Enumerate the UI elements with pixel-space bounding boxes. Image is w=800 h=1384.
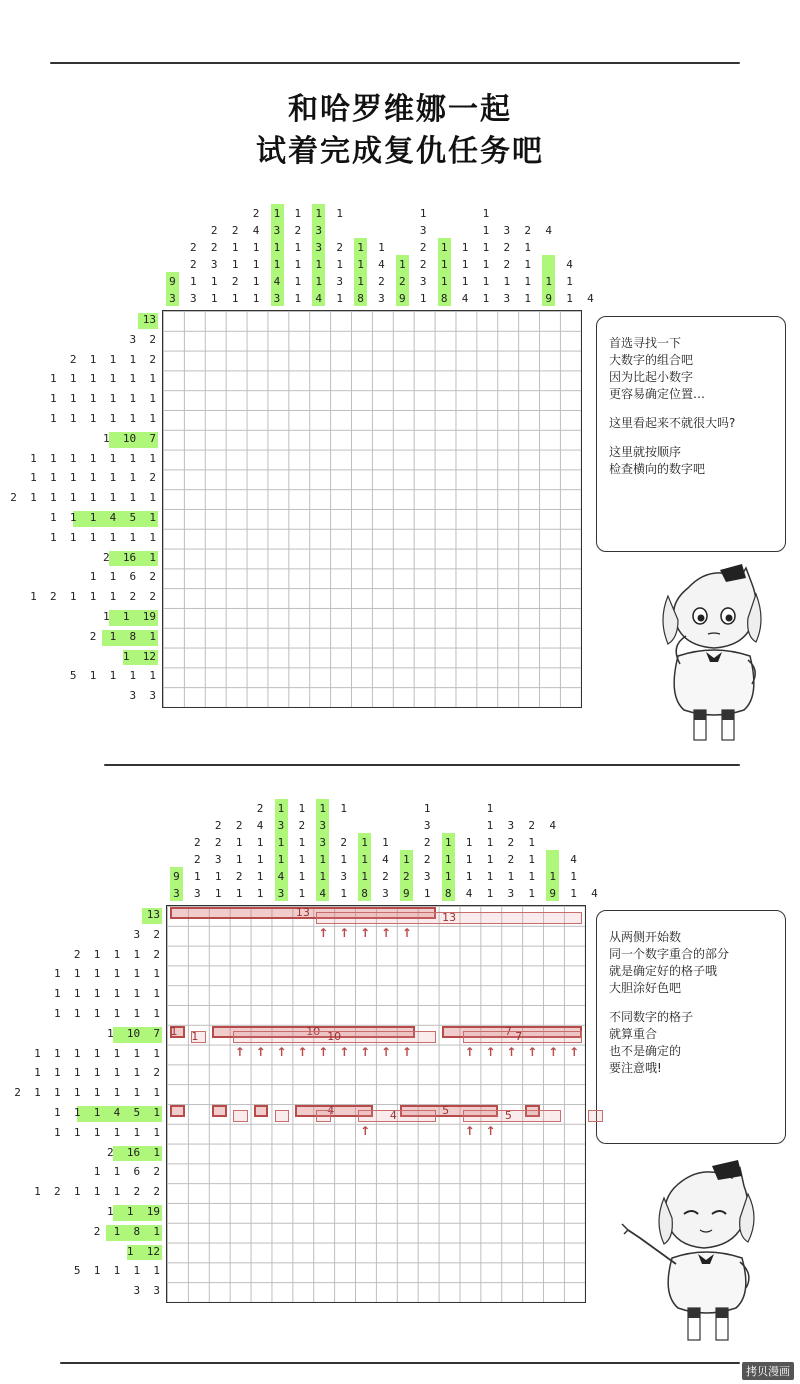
column-clue-number: 2 [210, 241, 218, 254]
overlap-mark [463, 1110, 562, 1122]
column-clue-number: 1 [361, 870, 368, 883]
row-clue-numbers: 2 1 1 1 2 [69, 352, 156, 366]
column-clue-number: 1 [294, 258, 302, 271]
column-clue-number: 1 [298, 802, 306, 815]
overlap-mark-label: 7 [504, 1024, 512, 1038]
overlap-mark [588, 1110, 603, 1122]
column-clue-number: 4 [545, 224, 552, 237]
row-clue-numbers: 2 1 1 1 2 [73, 947, 160, 961]
column-clue-number: 3 [210, 258, 218, 271]
overlap-arrow: ↑ [464, 1123, 475, 1138]
column-clue-number: 1 [340, 887, 347, 900]
column-clue-number: 2 [298, 819, 306, 832]
column-clue-number: 1 [298, 887, 306, 900]
overlap-mark-label: 13 [295, 906, 310, 919]
column-clue-number: 1 [419, 292, 427, 305]
column-clue-number: 1 [231, 292, 239, 305]
row-clue-numbers: 1 1 1 1 1 1 [54, 967, 160, 981]
overlap-arrow: ↑ [339, 1044, 350, 1059]
row-clue-numbers: 5 1 1 1 1 [73, 1264, 160, 1278]
column-clue-number: 1 [357, 241, 364, 254]
column-clue-number: 1 [319, 802, 327, 815]
column-clue-number: 1 [319, 870, 327, 883]
column-clue-number: 2 [235, 870, 243, 883]
column-clue-number: 1 [273, 207, 281, 220]
row-clue-numbers: 1 12 [122, 649, 156, 663]
column-clue-number: 1 [214, 870, 222, 883]
column-clue-number: 1 [549, 870, 556, 883]
column-clue-number: 2 [528, 819, 536, 832]
column-clue-number: 3 [419, 224, 427, 237]
column-clue-number: 1 [277, 836, 285, 849]
overlap-arrow: ↑ [401, 925, 412, 940]
column-clue-number: 1 [382, 836, 389, 849]
column-clue-number: 1 [235, 853, 243, 866]
overlap-arrow: ↑ [381, 925, 392, 940]
column-clue-number: 9 [169, 275, 176, 288]
column-clue-number: 3 [336, 275, 343, 288]
overlap-arrow: ↑ [234, 1044, 245, 1059]
row-clue-numbers: 3 2 [133, 927, 160, 941]
bubble2-paragraph-2: 不同数字的格子 就算重合 也不是确定的 要注意哦! [609, 1010, 694, 1075]
column-clue-number: 1 [235, 887, 243, 900]
column-clue-number: 3 [423, 819, 431, 832]
overlap-mark-label: 5 [442, 1104, 450, 1117]
row-clue-numbers: 2 16 1 [103, 550, 156, 564]
bubble1-paragraph-2: 这里看起来不就很大吗? [609, 416, 736, 430]
column-clue-number: 2 [294, 224, 302, 237]
column-clue-number: 1 [273, 241, 281, 254]
column-clue-number: 1 [231, 241, 239, 254]
row-clue-numbers: 3 3 [133, 1284, 160, 1298]
column-clue-number: 4 [382, 853, 389, 866]
column-clue-number: 2 [190, 258, 197, 271]
overlap-mark [254, 1105, 269, 1117]
column-clue-number: 1 [399, 258, 406, 271]
row-clue-numbers: 1 1 1 1 1 1 2 [30, 471, 156, 485]
column-clue-number: 1 [570, 887, 577, 900]
column-clue-number: 1 [482, 241, 490, 254]
column-clue-number: 2 [340, 836, 347, 849]
overlap-mark-label: 7 [515, 1029, 523, 1043]
overlap-arrow: ↑ [381, 1044, 392, 1059]
column-clue-number: 1 [528, 853, 536, 866]
column-clue-number: 1 [486, 853, 494, 866]
column-clue-number: 1 [252, 292, 260, 305]
column-clue-number: 1 [361, 836, 368, 849]
column-clue-number: 4 [378, 258, 385, 271]
row-clue-numbers: 13 [142, 313, 156, 326]
row-clue-numbers: 1 1 1 1 1 1 [50, 412, 156, 425]
column-clue-number: 1 [214, 887, 222, 900]
column-clue-number: 1 [482, 224, 490, 237]
row-clue-numbers: 1 1 1 1 1 1 [54, 987, 160, 1001]
column-clue-number: 1 [256, 887, 264, 900]
column-clue-number: 3 [503, 292, 511, 305]
column-clue-number: 1 [378, 241, 385, 254]
column-clue-number: 1 [298, 853, 306, 866]
column-clue-number: 2 [507, 853, 515, 866]
column-clue-number: 1 [252, 275, 260, 288]
overlap-arrow: ↑ [360, 1123, 371, 1138]
column-clue-number: 1 [294, 241, 302, 254]
overlap-arrow: ↑ [276, 1044, 287, 1059]
column-clue-number: 1 [210, 275, 218, 288]
column-clue-number: 1 [256, 853, 264, 866]
row-clue-numbers: 3 2 [129, 332, 156, 346]
column-clue-number: 2 [382, 870, 389, 883]
row-clue-numbers: 1 1 6 2 [93, 1165, 160, 1179]
column-clue-number: 9 [545, 292, 552, 305]
column-clue-number: 1 [194, 870, 201, 883]
speech-bubble-2 [596, 910, 786, 1144]
column-clue-number: 1 [461, 258, 469, 271]
column-clue-number: 1 [315, 275, 323, 288]
column-clue-number: 1 [444, 853, 452, 866]
column-clue-number: 1 [231, 258, 239, 271]
column-clue-number: 4 [277, 870, 285, 883]
column-clue-number: 1 [336, 258, 343, 271]
row-clue-numbers: 1 10 7 [107, 1026, 160, 1040]
overlap-mark [275, 1110, 290, 1122]
column-clue-number: 1 [528, 870, 536, 883]
column-clue-number: 1 [252, 258, 260, 271]
row-clue-numbers: 1 1 1 4 5 1 [54, 1106, 160, 1119]
nonogram-grid-1[interactable] [162, 310, 582, 708]
overlap-mark-label: 10 [306, 1024, 321, 1038]
overlap-mark-label: 1 [170, 1024, 178, 1038]
column-clue-number: 4 [465, 887, 473, 900]
column-clue-number: 1 [336, 207, 343, 220]
row-clue-numbers: 2 1 8 1 [89, 629, 156, 643]
overlap-mark-label: 1 [191, 1029, 199, 1043]
overlap-arrow: ↑ [485, 1044, 496, 1059]
column-clue-number: 2 [235, 819, 243, 832]
overlap-mark [358, 1110, 436, 1122]
column-clue-number: 1 [524, 241, 532, 254]
column-clue-number: 1 [315, 207, 323, 220]
column-clue-number: 1 [507, 870, 515, 883]
column-clue-number: 2 [524, 224, 532, 237]
bubble2-paragraph-1: 从两侧开始数 同一个数字重合的部分 就是确定好的格子哦 大胆涂好色吧 [609, 930, 730, 995]
overlap-arrow: ↑ [506, 1044, 517, 1059]
column-clue-number: 2 [194, 836, 201, 849]
column-clue-number: 1 [545, 275, 552, 288]
column-clue-number: 3 [194, 887, 201, 900]
row-clue-numbers: 1 10 7 [103, 431, 156, 445]
column-clue-number: 9 [403, 887, 410, 900]
overlap-mark-label: 4 [389, 1109, 397, 1122]
column-clue-number: 1 [336, 292, 343, 305]
column-clue-number: 1 [277, 802, 285, 815]
column-clue-number: 1 [190, 275, 197, 288]
row-clue-numbers: 1 12 [126, 1244, 160, 1258]
overlap-arrow: ↑ [318, 1044, 329, 1059]
column-clue-number: 1 [419, 207, 427, 220]
column-clue-number: 3 [315, 241, 323, 254]
column-clue-number: 1 [340, 802, 347, 815]
column-clue-number: 3 [273, 224, 281, 237]
column-clue-number: 3 [277, 819, 285, 832]
watermark: 拷贝漫画 [742, 1362, 794, 1380]
column-clue-number: 8 [444, 887, 452, 900]
column-clue-number: 1 [235, 836, 243, 849]
row-clue-numbers: 1 1 1 1 1 1 [50, 372, 156, 386]
column-clue-number: 4 [461, 292, 469, 305]
column-clue-number: 1 [277, 853, 285, 866]
column-clue-number: 1 [465, 853, 473, 866]
column-clue-number: 1 [486, 870, 494, 883]
column-clue-number: 3 [169, 292, 176, 305]
column-clue-number: 1 [528, 887, 536, 900]
column-clue-number: 2 [214, 836, 222, 849]
overlap-arrow: ↑ [339, 925, 350, 940]
overlap-mark-label: 5 [504, 1109, 512, 1122]
row-clue-numbers: 5 1 1 1 1 [69, 669, 156, 683]
column-clue-number: 2 [252, 207, 260, 220]
column-clue-number: 2 [419, 241, 427, 254]
column-clue-number: 4 [256, 819, 264, 832]
column-clue-number: 1 [440, 241, 448, 254]
column-clue-number: 1 [256, 870, 264, 883]
column-clue-number: 9 [399, 292, 406, 305]
column-clue-number: 2 [503, 241, 511, 254]
page-title-line2: 试着完成复仇任务吧 [256, 134, 544, 169]
column-clue-number: 3 [273, 292, 281, 305]
column-clue-number: 1 [482, 258, 490, 271]
overlap-mark-label: 4 [327, 1104, 335, 1117]
column-clue-number: 8 [440, 292, 448, 305]
row-clue-numbers: 1 1 1 1 1 1 [50, 530, 156, 544]
column-clue-number: 1 [256, 836, 264, 849]
column-clue-number: 3 [173, 887, 180, 900]
row-clue-numbers: 3 3 [129, 689, 156, 703]
column-clue-number: 1 [440, 258, 448, 271]
row-clue-numbers: 2 1 8 1 [93, 1224, 160, 1238]
overlap-arrow: ↑ [297, 1044, 308, 1059]
bubble1-paragraph-1: 首选寻找一下 大数字的组合吧 因为比起小数字 更容易确定位置… [609, 336, 706, 401]
column-clue-number: 2 [231, 275, 239, 288]
column-clue-number: 1 [528, 836, 536, 849]
column-clue-number: 2 [378, 275, 385, 288]
column-clue-number: 1 [524, 292, 532, 305]
column-clue-number: 2 [403, 870, 410, 883]
row-clue-numbers: 1 1 1 1 1 1 [54, 1007, 160, 1020]
character-pointing-illustration [620, 1158, 780, 1348]
column-clue-number: 1 [482, 292, 490, 305]
overlap-arrow: ↑ [485, 1123, 496, 1138]
column-clue-number: 2 [210, 224, 218, 237]
column-clue-number: 3 [507, 819, 515, 832]
column-clue-number: 1 [423, 887, 431, 900]
column-clue-number: 1 [465, 836, 473, 849]
column-clue-number: 2 [503, 258, 511, 271]
column-clue-number: 3 [319, 819, 327, 832]
column-clue-number: 2 [214, 819, 222, 832]
column-clue-number: 8 [357, 292, 364, 305]
column-clue-number: 1 [340, 853, 347, 866]
column-clue-number: 1 [503, 275, 511, 288]
column-clue-number: 1 [465, 870, 473, 883]
row-clue-numbers: 1 1 1 1 1 1 2 [34, 1066, 160, 1080]
column-clue-number: 1 [486, 802, 494, 815]
row-clue-numbers: 1 1 19 [107, 1205, 160, 1218]
column-clue-number: 2 [399, 275, 406, 288]
row-clue-numbers: 1 2 1 1 1 2 2 [34, 1185, 160, 1199]
column-clue-number: 4 [587, 292, 594, 305]
row-clue-numbers: 1 1 6 2 [89, 570, 156, 584]
column-clue-number: 1 [423, 802, 431, 815]
overlap-arrow: ↑ [401, 1044, 412, 1059]
column-clue-number: 1 [294, 207, 302, 220]
overlap-arrow: ↑ [360, 925, 371, 940]
overlap-mark [233, 1110, 248, 1122]
column-clue-number: 1 [210, 292, 218, 305]
overlap-arrow: ↑ [318, 925, 329, 940]
overlap-arrow: ↑ [255, 1044, 266, 1059]
column-clue-number: 1 [482, 275, 490, 288]
column-clue-number: 1 [566, 275, 573, 288]
overlap-arrow: ↑ [548, 1044, 559, 1059]
column-clue-number: 2 [190, 241, 197, 254]
column-clue-number: 3 [423, 870, 431, 883]
column-clue-number: 3 [340, 870, 347, 883]
column-clue-number: 1 [570, 870, 577, 883]
overlap-mark [170, 1105, 185, 1117]
column-clue-number: 3 [378, 292, 385, 305]
column-clue-number: 2 [256, 802, 264, 815]
column-clue-number: 1 [486, 819, 494, 832]
column-clue-number: 1 [357, 258, 364, 271]
column-clue-number: 2 [507, 836, 515, 849]
page-title-line1: 和哈罗维娜一起 [288, 92, 512, 127]
column-clue-number: 1 [361, 853, 368, 866]
column-clue-number: 3 [419, 275, 427, 288]
overlap-arrow: ↑ [527, 1044, 538, 1059]
column-clue-number: 2 [194, 853, 201, 866]
row-clue-numbers: 1 1 1 1 1 1 1 [30, 451, 156, 465]
column-clue-number: 3 [315, 224, 323, 237]
column-clue-number: 8 [361, 887, 368, 900]
column-clue-number: 3 [190, 292, 197, 305]
nonogram-grid-2[interactable] [166, 905, 586, 1303]
column-clue-number: 2 [423, 836, 431, 849]
column-clue-number: 4 [549, 819, 556, 832]
row-clue-numbers: 1 1 1 1 1 1 [50, 392, 156, 406]
column-clue-number: 1 [319, 853, 327, 866]
column-clue-number: 3 [214, 853, 222, 866]
overlap-mark [316, 1110, 331, 1122]
column-clue-number: 3 [382, 887, 389, 900]
column-clue-number: 3 [503, 224, 511, 237]
column-clue-number: 1 [294, 292, 302, 305]
column-clue-number: 3 [319, 836, 327, 849]
bubble1-paragraph-3: 这里就按顺序 检查横向的数字吧 [609, 445, 706, 476]
column-clue-number: 1 [298, 870, 306, 883]
row-clue-numbers: 1 2 1 1 1 2 2 [30, 590, 156, 604]
column-clue-number: 2 [419, 258, 427, 271]
column-clue-number: 3 [277, 887, 285, 900]
column-clue-number: 1 [486, 836, 494, 849]
column-clue-number: 1 [252, 241, 260, 254]
row-clue-numbers: 13 [146, 908, 160, 921]
column-clue-number: 1 [440, 275, 448, 288]
column-clue-number: 4 [591, 887, 598, 900]
column-clue-number: 4 [566, 258, 573, 271]
row-clue-numbers: 1 1 1 1 1 1 [54, 1125, 160, 1139]
column-clue-number: 1 [461, 275, 469, 288]
row-clue-numbers: 2 1 1 1 1 1 1 1 [14, 1086, 160, 1100]
row-clue-numbers: 1 1 19 [103, 610, 156, 623]
column-clue-number: 2 [231, 224, 239, 237]
overlap-arrow: ↑ [464, 1044, 475, 1059]
column-clue-number: 1 [444, 836, 452, 849]
column-clue-number: 1 [273, 258, 281, 271]
column-clue-number: 1 [444, 870, 452, 883]
column-clue-number: 2 [423, 853, 431, 866]
column-clue-number: 2 [336, 241, 343, 254]
row-clue-numbers: 1 1 1 1 1 1 1 [34, 1046, 160, 1060]
column-clue-number: 1 [294, 275, 302, 288]
column-clue-number: 1 [403, 853, 410, 866]
column-clue-number: 3 [507, 887, 515, 900]
overlap-arrow: ↑ [360, 1044, 371, 1059]
overlap-mark-label: 13 [442, 911, 457, 924]
column-clue-number: 1 [524, 258, 532, 271]
column-clue-number: 1 [461, 241, 469, 254]
column-clue-number: 1 [482, 207, 490, 220]
column-clue-number: 4 [315, 292, 323, 305]
overlap-mark [212, 1105, 227, 1117]
column-clue-number: 4 [319, 887, 327, 900]
column-clue-number: 9 [549, 887, 556, 900]
row-clue-numbers: 2 1 1 1 1 1 1 1 [10, 491, 156, 505]
column-clue-number: 1 [566, 292, 573, 305]
bottom-rule [60, 1362, 740, 1364]
column-clue-number: 4 [273, 275, 281, 288]
column-clue-number: 4 [252, 224, 260, 237]
column-clue-number: 1 [524, 275, 532, 288]
column-clue-number: 1 [315, 258, 323, 271]
overlap-mark-label: 10 [327, 1029, 342, 1043]
row-clue-numbers: 1 1 1 4 5 1 [50, 511, 156, 524]
column-clue-number: 4 [570, 853, 577, 866]
column-clue-number: 1 [486, 887, 494, 900]
overlap-arrow: ↑ [569, 1044, 580, 1059]
column-clue-number: 1 [357, 275, 364, 288]
row-clue-numbers: 2 16 1 [107, 1145, 160, 1159]
column-clue-number: 9 [173, 870, 180, 883]
column-clue-number: 1 [298, 836, 306, 849]
